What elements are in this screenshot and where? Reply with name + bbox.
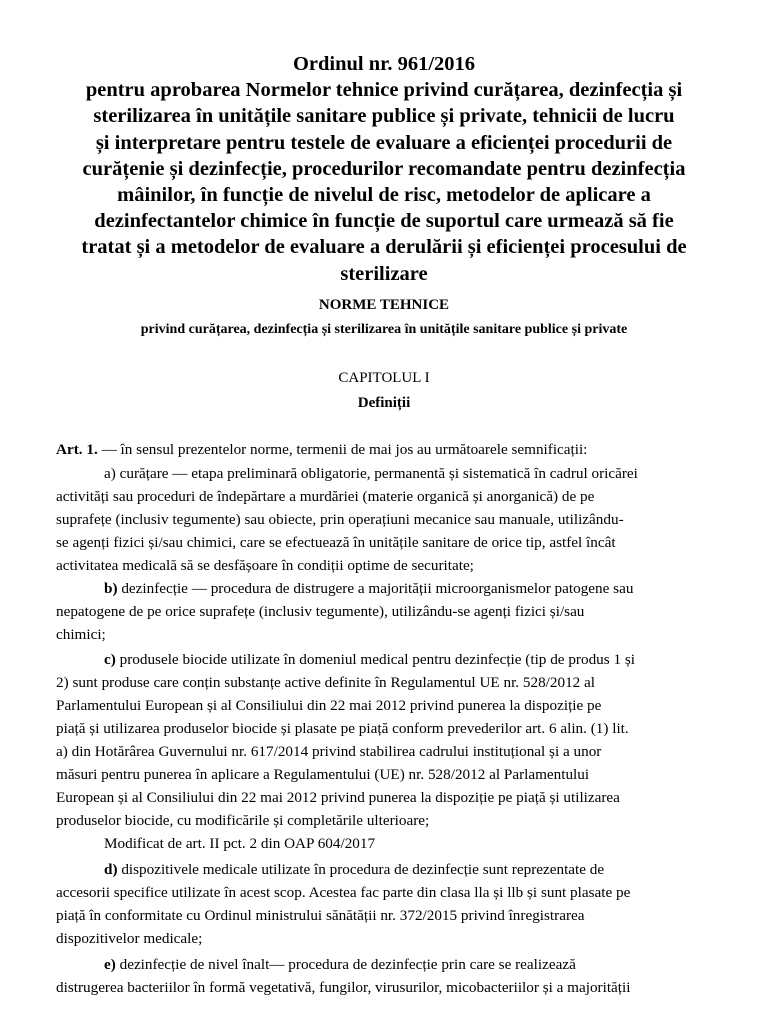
order-subtitle-line: sterilizare: [340, 262, 428, 285]
item-label: c): [104, 651, 116, 668]
item-label: d): [104, 861, 118, 878]
item-c-line: produselor biocide, cu modificările și completările ulterioare;: [56, 812, 430, 829]
order-subtitle-line: curățenie și dezinfecție, procedurilor recomandate pentru dezinfecția: [82, 157, 686, 180]
chapter-subtitle: Definiții: [357, 395, 411, 411]
order-subtitle-line: pentru aprobarea Normelor tehnice privind curățarea, dezinfecția și: [85, 79, 683, 102]
norms-title: NORME TEHNICE: [318, 297, 450, 313]
item-d-line: accesorii specifice utilizate în acest scop. Acestea fac parte din clasa lla și llb și sunt plasate pe: [56, 884, 631, 901]
item-label: e): [104, 956, 116, 973]
item-e-line: e) dezinfecție de nivel înalt— procedura de dezinfecție prin care se realizează: [104, 956, 576, 973]
item-a-line: se agenți fizici și/sau chimici, care se efectuează în unitățile sanitare de orice tip, astfel încât: [56, 534, 616, 551]
item-d-line: dispozitivelor medicale;: [56, 930, 203, 947]
order-subtitle-line: sterilizarea în unitățile sanitare publice și private, tehnicii de lucru: [93, 105, 675, 128]
item-a-line: a) curățare — etapa preliminară obligatorie, permanentă și sistematică în cadrul oricărei: [104, 465, 638, 482]
item-b-line: chimici;: [56, 626, 106, 643]
order-subtitle-line: și interpretare pentru testele de evaluare a eficienței procedurii de: [95, 131, 673, 154]
item-a-line: suprafețe (inclusiv tegumente) sau obiecte, prin operațiuni mecanice sau manuale, utilizându-: [56, 511, 624, 528]
item-d-line: d) dispozitivele medicale utilizate în procedura de dezinfecție sunt reprezentate de: [104, 861, 605, 878]
item-c-line: European și al Consiliului din 22 mai 2012 privind punerea la dispoziție pe piață și utilizarea: [56, 789, 620, 806]
item-d-line: piață în conformitate cu Ordinul ministrului sănătății nr. 372/2015 privind înregistrarea: [56, 907, 585, 924]
item-a-line: activități sau proceduri de îndepărtare a murdăriei (materie organică și anorganică) de pe: [56, 488, 595, 505]
item-b-line: nepatogene de pe orice suprafețe (inclusiv tegumente), utilizându-se agenți fizici și/sau: [56, 603, 585, 620]
article-1-intro: Art. 1. — în sensul prezentelor norme, termenii de mai jos au următoarele semnificații:: [56, 441, 588, 458]
item-c-line: 2) sunt produse care conțin substanțe active definite în Regulamentul UE nr. 528/2012 al: [56, 674, 596, 691]
order-heading: [40, 51, 728, 287]
order-title: Ordinul nr. 961/2016: [292, 53, 476, 75]
modified-note: Modificat de art. II pct. 2 din OAP 604/2017: [104, 835, 376, 852]
item-e-line: distrugerea bacteriilor în formă vegetativă, fungilor, virusurilor, micobacteriilor și a majorității: [56, 979, 631, 996]
order-subtitle-line: dezinfectantelor chimice în funcție de suportul care urmează să fie: [94, 210, 674, 233]
item-a-line: activitatea medicală să se desfășoare în condiții optime de securitate;: [56, 557, 474, 574]
article-label: Art. 1.: [56, 441, 98, 458]
item-b-line: b) dezinfecție — procedura de distrugere a majorității microorganismelor patogene sau: [104, 580, 634, 597]
item-c-line: măsuri pentru punerea în aplicare a Regulamentului (UE) nr. 528/2012 al Parlamentului: [56, 766, 590, 783]
item-c-line: Parlamentului European și al Consiliului din 22 mai 2012 privind punerea la dispoziție pe: [56, 697, 602, 714]
item-c-line: a) din Hotărârea Guvernului nr. 617/2014 privind stabilirea cadrului instituțional și a unor: [56, 743, 602, 760]
item-label: a): [104, 465, 116, 482]
item-c-line: c) produsele biocide utilizate în domeniul medical pentru dezinfecție (tip de produs 1 și: [104, 651, 635, 668]
order-subtitle-line: tratat și a metodelor de evaluare a derulării și eficienței procesului de: [81, 236, 687, 259]
item-c-line: piață și utilizarea produselor biocide și plasate pe piață conform prevederilor art. 6 alin. (1) lit.: [56, 720, 629, 737]
item-label: b): [104, 580, 118, 597]
chapter-title: CAPITOLUL I: [338, 370, 430, 386]
order-subtitle-line: mâinilor, în funcție de nivelul de risc, metodelor de aplicare a: [117, 184, 651, 207]
norms-subtitle: privind curățarea, dezinfecția și sterilizarea în unitățile sanitare publice și private: [140, 322, 628, 337]
